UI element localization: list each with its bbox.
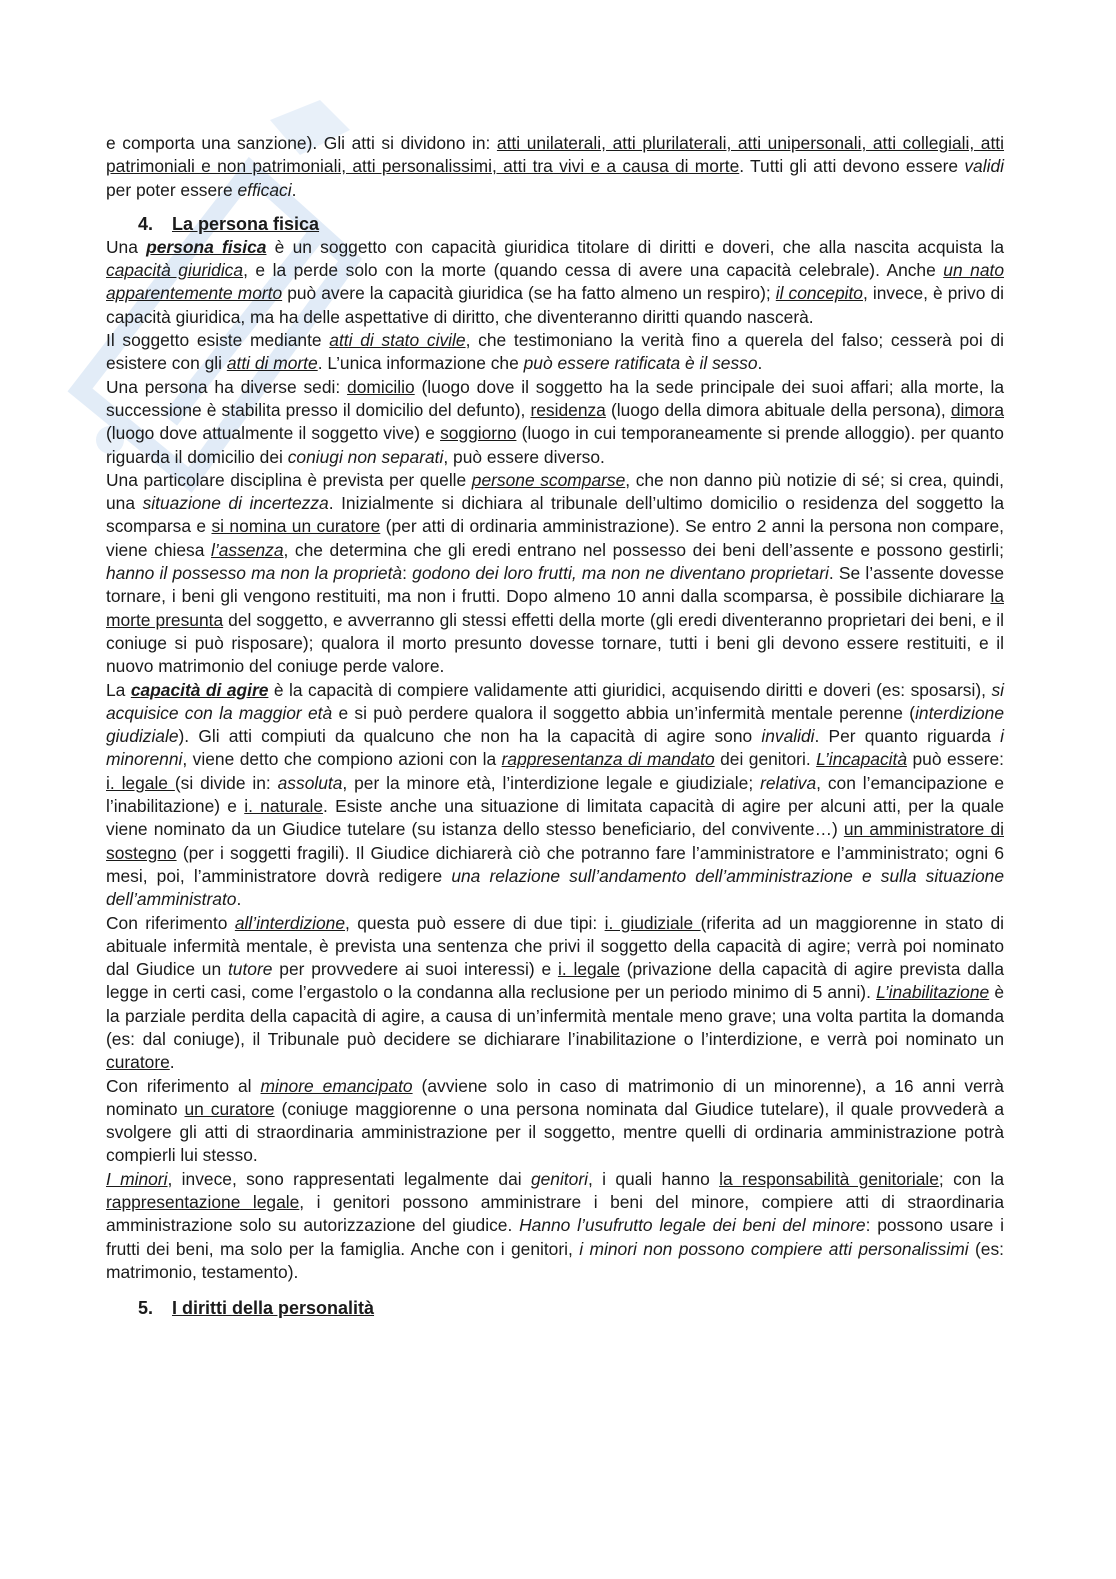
text-run: residenza	[530, 399, 606, 420]
text-run: (es: matrimonio, testamento).	[106, 1238, 1004, 1282]
text-run: , che determina che gli eredi entrano nel possesso dei beni dell’assente e possono gestirli;	[283, 539, 1004, 560]
text-run: può avere la capacità giuridica (se ha fatto almeno un respiro);	[282, 283, 776, 304]
text-run: .	[291, 179, 297, 200]
section-title: La persona fisica	[172, 213, 320, 234]
text-run: , questa può essere di due tipi:	[345, 912, 605, 933]
text-run: (si divide in:	[174, 772, 278, 793]
text-run: curatore	[106, 1052, 170, 1073]
text-run: (luogo della dimora abituale della persona),	[605, 399, 951, 420]
text-run: la responsabilità genitoriale	[719, 1168, 939, 1189]
text-run: si nomina un curatore	[211, 516, 381, 537]
text-run: , invece, è privo di capacità giuridica, ma ha delle aspettative di diritto, che diventeranno diritti quando nascerà.	[106, 283, 1004, 327]
text-run: rappresentanza di mandato	[501, 749, 715, 770]
text-run: per poter essere	[106, 179, 238, 200]
paragraph-capacita-agire	[106, 679, 1004, 912]
text-run: .	[757, 353, 763, 374]
text-run: , invece, sono rappresentati legalmente dai	[167, 1168, 531, 1189]
paragraph-persone-scomparse	[106, 469, 1004, 679]
text-run: :	[402, 563, 413, 584]
text-run: . Inizialmente si dichiara al tribunale dell’ultimo domicilio o residenza del soggetto la scomparsa e	[106, 493, 1004, 537]
text-run: , e la perde solo con la morte (quando cessa di avere una capacità celebrale). Anche	[243, 260, 944, 281]
text-run: i minori non possono compiere atti personalissimi	[579, 1238, 969, 1259]
text-run: , che testimoniano la verità fino a querela del falso; cesserà poi di esistere con gli	[106, 330, 1004, 374]
text-run: è la parziale perdita della capacità di agire, a causa di un’infermità mentale meno grave; una volta partita la domanda (es: dal coniuge), il Tribunale può decidere se dichiarare l’inabilitazione o l’interdizione, e verrà poi nominato un	[106, 982, 1004, 1049]
text-run: persona fisica	[146, 236, 267, 257]
text-run: il concepito	[775, 283, 863, 304]
section-number: 4.	[138, 213, 154, 234]
text-run: , con l’emancipazione e l’inabilitazione) e	[106, 772, 1004, 817]
text-run: relativa	[760, 772, 817, 793]
text-run: I minori	[106, 1168, 168, 1189]
text-run: la morte presunta	[106, 586, 1004, 630]
text-run: (riferita ad un maggiorenne in stato di abituale infermità mentale, è prevista una sentenza che privi il soggetto della capacità di agire; verrà poi nominato dal Giudice un	[106, 912, 1004, 980]
text-run: interdizione giudiziale	[106, 702, 1005, 747]
text-run: i minorenni	[106, 726, 1004, 770]
text-run: , per la minore età, l’interdizione legale e giudiziale;	[342, 772, 761, 793]
paragraph-minore-emancipato	[106, 1075, 1004, 1168]
text-run: Una persona ha diverse sedi:	[106, 376, 348, 397]
text-run: domicilio	[347, 376, 415, 397]
paragraph-interdizione	[106, 912, 1004, 1075]
text-run: i. giudiziale	[604, 912, 701, 933]
text-run: . Se l’assente dovesse tornare, i beni gli vengono restituiti, ma non i frutti. Dopo almeno 10 anni dalla scomparsa, è possibile dichiarare	[106, 563, 1005, 607]
text-run: può essere:	[907, 749, 1004, 770]
text-run: (per i soggetti fragili). Il Giudice dichiarerà ciò che potranno fare l’amministratore e l’amministrato; ogni 6 mesi, poi, l’amministratore dovrà redigere	[106, 842, 1004, 886]
text-run: un curatore	[184, 1098, 275, 1119]
text-run: all’interdizione	[234, 912, 346, 933]
text-run: Con riferimento	[106, 912, 235, 933]
text-run: può essere ratificata è il sesso	[523, 353, 758, 374]
text-run: hanno il possesso ma non la proprietà	[106, 563, 403, 584]
text-run: L’inabilitazione	[876, 982, 990, 1003]
section-heading-persona-fisica	[106, 212, 1004, 236]
text-run: . Esiste anche una situazione di limitata capacità di agire per alcuni atti, per la quale viene nominato da un Giudice tutelare (su istanza dello stesso beneficiario, del convivente…)	[106, 796, 1005, 840]
text-run: rappresentazione legale	[106, 1192, 300, 1213]
text-run: atti di stato civile	[329, 330, 466, 351]
text-run: Con riferimento al	[106, 1075, 261, 1096]
text-run: minore emancipato	[260, 1075, 413, 1096]
text-run: .	[236, 889, 242, 910]
section-title: I diritti della personalità	[172, 1298, 375, 1319]
text-run: e comporta una sanzione). Gli atti si dividono in:	[106, 133, 497, 153]
text-run: genitori	[530, 1168, 589, 1189]
document-page	[106, 132, 1004, 1320]
text-run: efficaci	[237, 179, 292, 200]
text-run: atti di morte	[226, 353, 318, 374]
text-run: . Tutti gli atti devono essere	[739, 156, 965, 177]
text-run: e si può perdere qualora il soggetto abbia un’infermità mentale perenne (	[332, 702, 916, 723]
text-run: l’assenza	[211, 539, 284, 560]
text-run: . Per quanto riguarda	[814, 726, 1001, 747]
text-run: Hanno l’usufrutto legale dei beni del minore	[519, 1215, 866, 1236]
text-run: (avviene solo in caso di matrimonio di un minorenne), a 16 anni verrà nominato	[106, 1075, 1004, 1119]
text-run: un amministratore di sostegno	[106, 819, 1004, 863]
text-run: assoluta	[277, 772, 343, 793]
text-run: si acquisice con la maggior età	[106, 679, 1004, 723]
text-run: La	[106, 679, 131, 700]
text-run: (coniuge maggiorenne o una persona nominata dal Giudice tutelare), il quale provvederà a svolgere gli atti di straordinaria amministrazione per il soggetto, mentre quelli di ordinaria amministrazione potrà compierli lui stesso.	[106, 1098, 1004, 1166]
text-run: L’incapacità	[816, 749, 908, 770]
text-run: coniugi non separati	[287, 446, 444, 467]
text-run: è la capacità di compiere validamente atti giuridici, acquisendo diritti e doveri (es: sposarsi),	[268, 679, 992, 700]
text-run: atti unilaterali, atti plurilaterali, atti unipersonali, atti collegiali, atti patrimoniali e non patrimoniali, atti personalissimi, atti tra vivi e a causa di morte	[106, 133, 1005, 177]
text-run: , viene detto che compiono azioni con la	[182, 749, 502, 770]
text-run: Il soggetto esiste mediante	[106, 330, 330, 351]
text-run: ; con la	[938, 1168, 1004, 1189]
paragraph-minori	[106, 1168, 1004, 1284]
text-run: i. legale	[106, 772, 175, 793]
text-run: una relazione sull’andamento dell’amministrazione e sulla situazione dell’amministrato	[106, 865, 1004, 910]
text-run: (per atti di ordinaria amministrazione). Se entro 2 anni la persona non compare, viene chiesa	[106, 516, 1004, 560]
text-run: capacità di agire	[130, 679, 269, 700]
text-run: , può essere diverso.	[443, 446, 605, 467]
paragraph-persona-fisica	[106, 236, 1004, 329]
text-run: : possono usare i frutti dei beni, ma solo per la famiglia. Anche con i genitori,	[106, 1215, 1004, 1259]
section-heading-diritti-personalita	[106, 1296, 1004, 1320]
text-run: .	[169, 1052, 175, 1073]
text-run: godono dei loro frutti, ma non ne diventano proprietari	[412, 563, 829, 584]
text-run: , i genitori possono amministrare i beni del minore, compiere atti di straordinaria amministrazione solo su autorizzazione del giudice.	[106, 1192, 1004, 1236]
text-run: (luogo dove attualmente il soggetto vive) e	[106, 423, 441, 444]
text-run: tutore	[227, 959, 273, 980]
text-run: invalidi	[761, 726, 815, 747]
text-run: Una	[106, 236, 147, 257]
text-run: , i quali hanno	[588, 1168, 720, 1189]
paragraph-sedi	[106, 376, 1004, 469]
paragraph-atti-stato-civile	[106, 329, 1004, 376]
text-run: un nato apparentemente morto	[106, 260, 1004, 304]
text-run: dimora	[950, 399, 1004, 420]
text-run: del soggetto, e avverranno gli stessi effetti della morte (gli eredi diventeranno proprietari dei beni, e il coniuge si può risposare); qualora il morto presunto dovesse tornare, tutti i beni gli devono essere restituiti, e il nuovo matrimonio del coniuge perde valore.	[106, 609, 1004, 677]
paragraph-atti	[106, 132, 1004, 202]
text-run: (luogo dove il soggetto ha la sede principale dei suoi affari; alla morte, la successione è stabilita presso il domicilio del defunto),	[106, 376, 1004, 420]
text-run: , che non danno più notizie di sé; si crea, quindi, una	[106, 469, 1004, 514]
text-run: situazione di incertezza	[142, 493, 329, 514]
text-run: (luogo in cui temporaneamente si prende alloggio). per quanto riguarda il domicilio dei	[106, 423, 1004, 467]
section-number: 5.	[138, 1298, 154, 1319]
text-run: validi	[964, 156, 1004, 177]
text-run: capacità giuridica	[106, 260, 244, 281]
text-run: i. legale	[557, 959, 620, 980]
text-run: (privazione della capacità di agire prevista dalla legge in certi casi, come l’ergastolo o la condanna alla reclusione per un periodo minimo di 5 anni).	[106, 959, 1005, 1003]
text-run: . L’unica informazione che	[317, 353, 524, 374]
text-run: Una particolare disciplina è prevista per quelle	[106, 469, 472, 490]
text-run: è un soggetto con capacità giuridica titolare di diritti e doveri, che alla nascita acquista la	[266, 236, 1004, 257]
text-run: persone scomparse	[471, 469, 626, 490]
text-run: per provvedere ai suoi interessi) e	[272, 959, 558, 980]
text-run: dei genitori.	[714, 749, 817, 770]
text-run: i. naturale	[244, 796, 324, 817]
text-run: ). Gli atti compiuti da qualcuno che non ha la capacità di agire sono	[178, 726, 762, 747]
text-run: soggiorno	[440, 423, 517, 444]
